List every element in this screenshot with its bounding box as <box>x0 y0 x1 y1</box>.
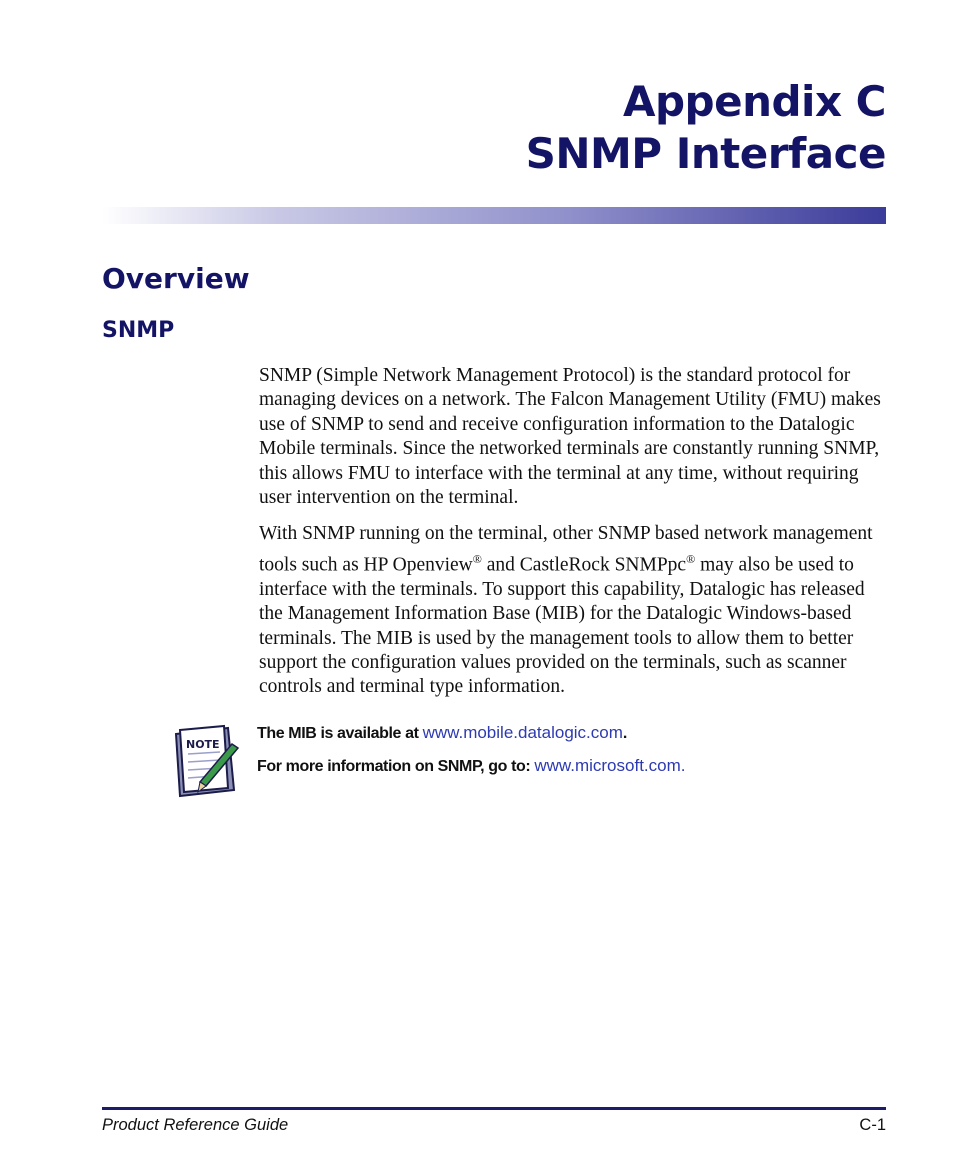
chapter-title-line2: SNMP Interface <box>525 129 886 178</box>
body-text <box>259 364 887 712</box>
footer-rule <box>102 1107 886 1110</box>
paragraph-2-part-c: may also be used to interface with the terminals. To support this capability, Datalogic has released the Management Information Base (MIB) for the Datalogic Windows-based terminals. The MIB is used by the management tools to allow them to better support the configuration values provided on the terminals, such as scanner controls and terminal type information. <box>259 554 865 698</box>
microsoft-link[interactable]: www.microsoft.com. <box>534 756 686 775</box>
note-line-1-text: The MIB is available at <box>257 725 423 742</box>
note-line-1 <box>257 722 685 744</box>
paragraph-2 <box>259 522 887 699</box>
paragraph-2-part-a: With SNMP running on the terminal, other SNMP based network management tools such as HP Openview <box>259 523 873 576</box>
footer-guide-title: Product Reference Guide <box>102 1116 289 1134</box>
chapter-title <box>526 76 886 180</box>
note-text <box>257 722 685 788</box>
subsection-heading: SNMP <box>102 318 175 343</box>
paragraph-1: SNMP (Simple Network Management Protocol) is the standard protocol for managing devices on a network. The Falcon Management Utility (FMU) makes use of SNMP to send and receive configuration information to the Datalogic Mobile terminals. Since the networked terminals are constantly running SNMP, this allows FMU to interface with the terminal at any time, without requiring user intervention on the terminal. <box>259 365 881 509</box>
registered-mark: ® <box>686 551 696 566</box>
title-gradient-bar <box>102 207 886 224</box>
section-heading: Overview <box>102 262 250 295</box>
datalogic-link[interactable]: www.mobile.datalogic.com <box>422 723 623 742</box>
paragraph-2-part-b: and CastleRock SNMPpc <box>481 554 687 576</box>
note-line-2-text: For more information on SNMP, go to: <box>257 758 535 775</box>
registered-mark: ® <box>472 551 482 566</box>
note-line-1-end: . <box>622 725 627 742</box>
page-number: C-1 <box>859 1116 886 1134</box>
note-icon-label: NOTE <box>186 738 220 751</box>
note-icon <box>170 724 240 798</box>
note-line-2 <box>257 755 685 777</box>
chapter-title-line1: Appendix C <box>622 77 886 126</box>
